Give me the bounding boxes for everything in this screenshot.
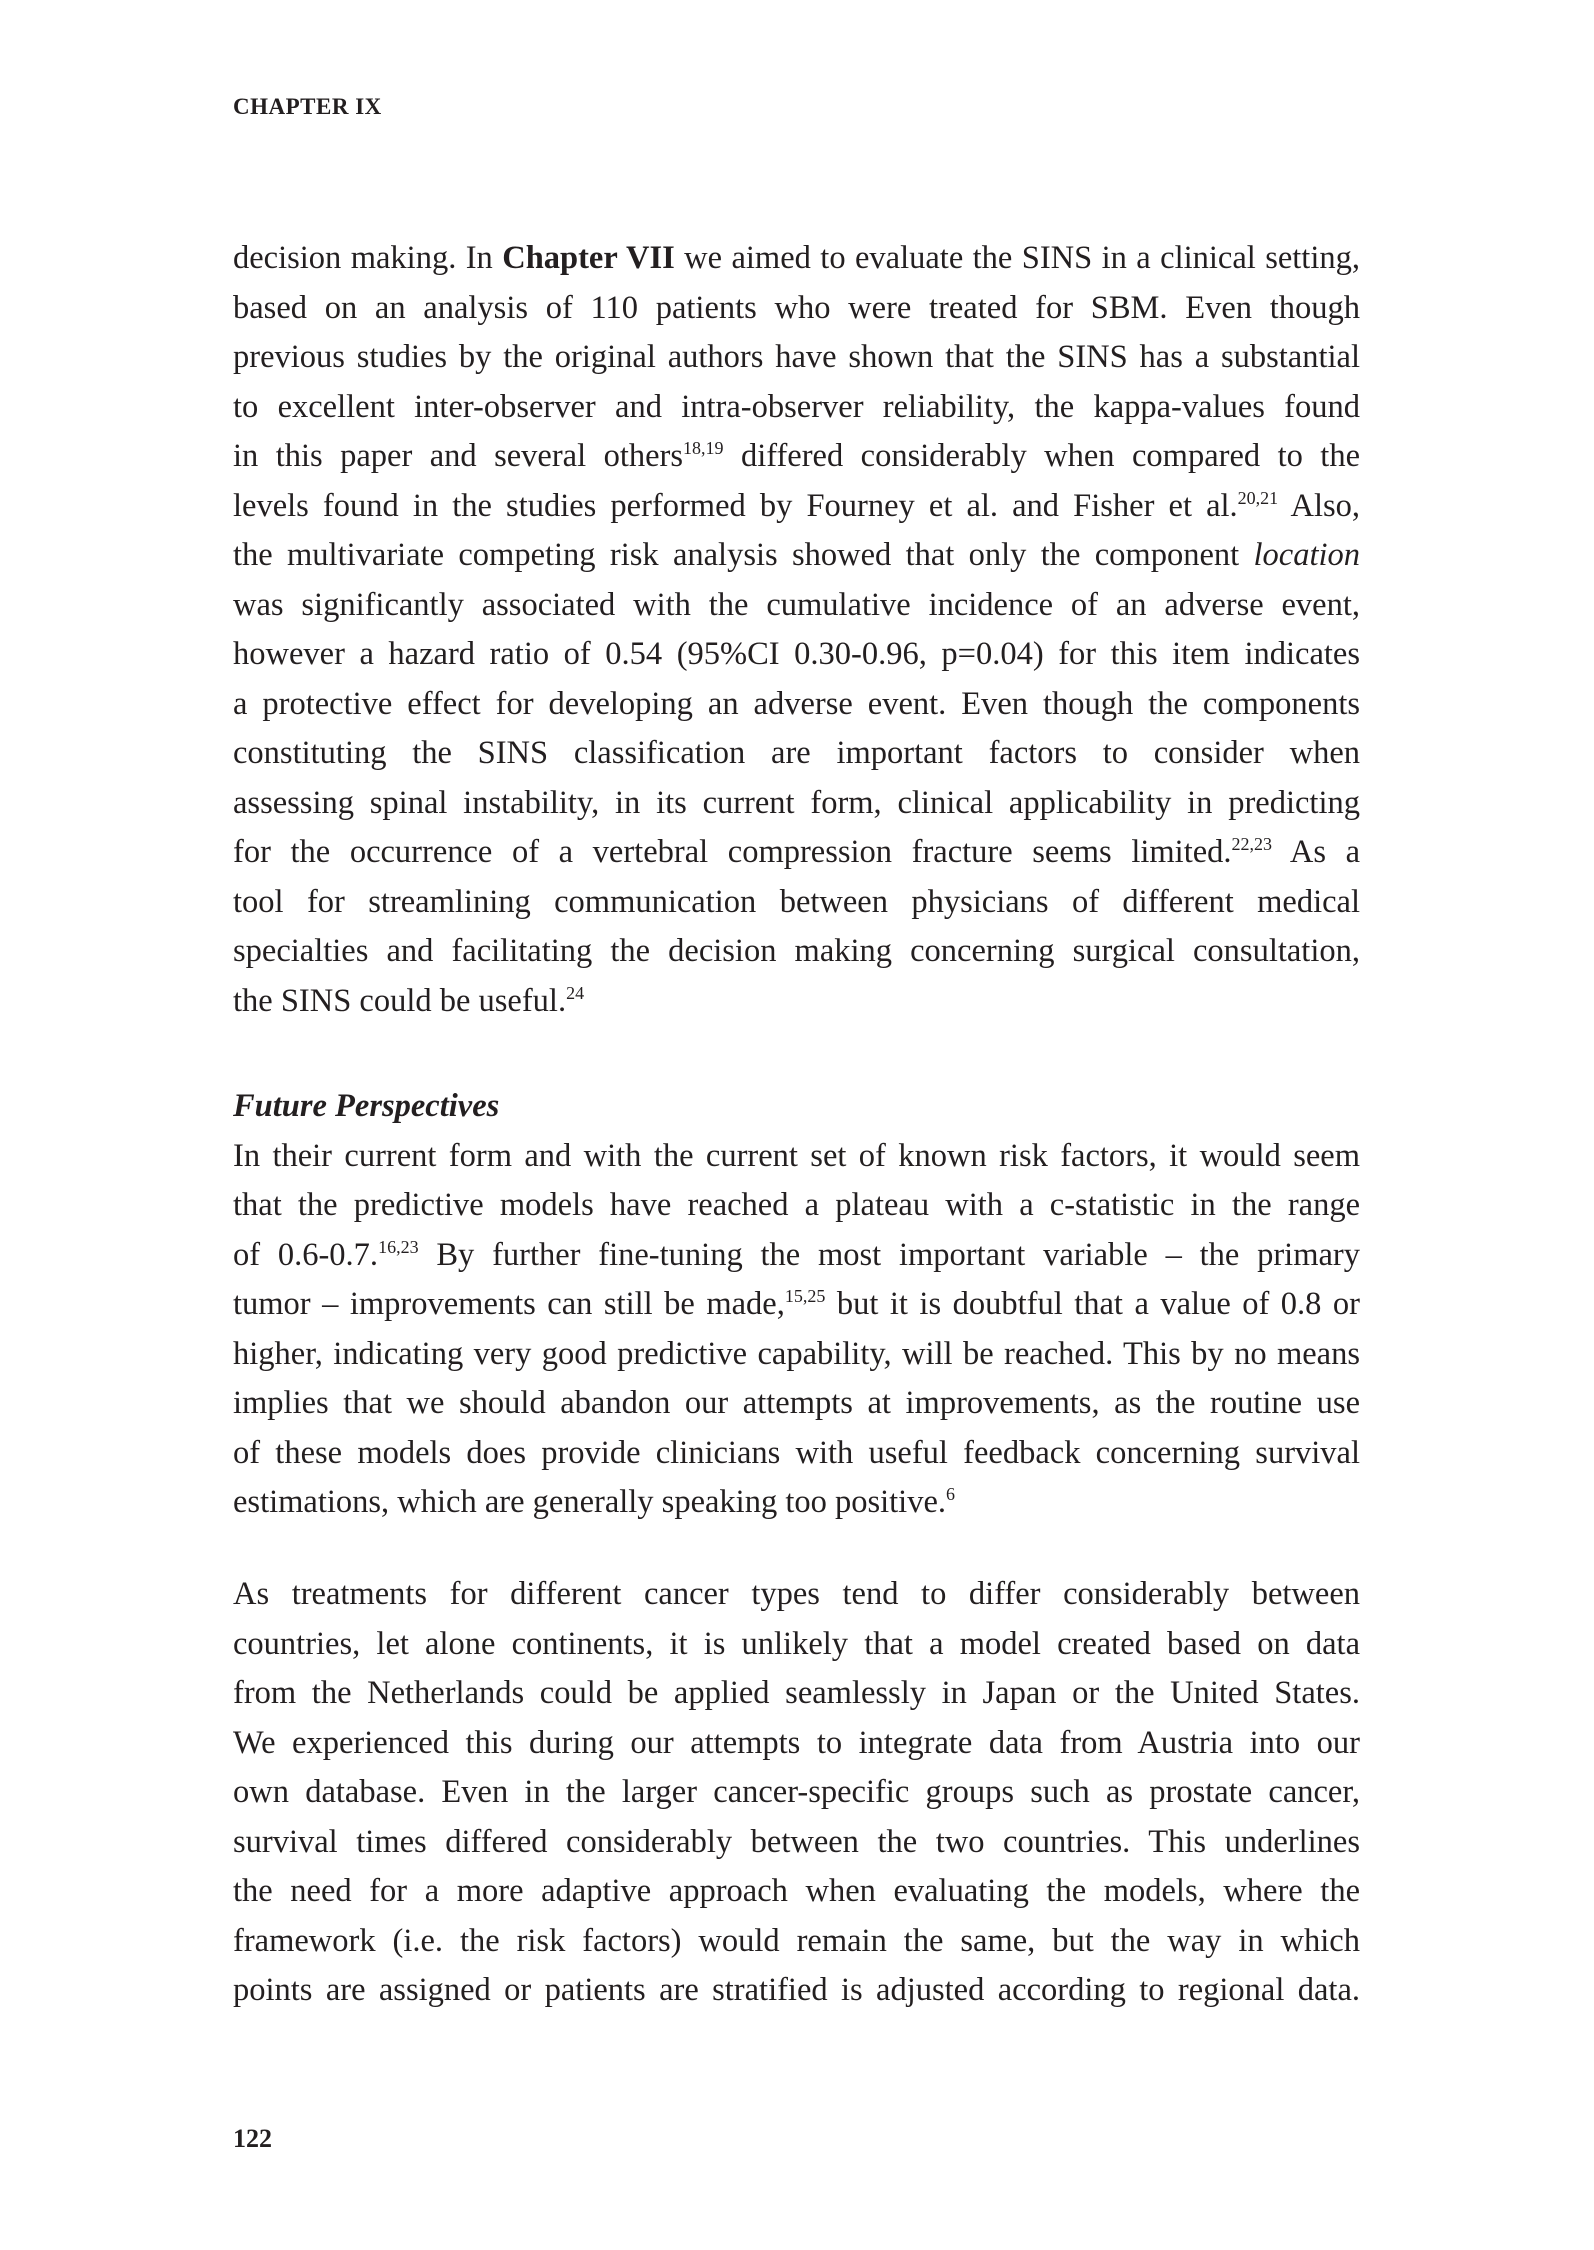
chapter-reference: Chapter VII — [502, 240, 675, 276]
text-line — [233, 531, 1360, 581]
citation-superscript: 15,25 — [784, 1286, 826, 1306]
text-line: however a hazard ratio of 0.54 (95%CI 0.30-0.96, p=0.04) for this item indicates — [233, 636, 1360, 672]
text-line — [233, 1231, 1360, 1281]
text-line: As treatments for different cancer types tend to differ considerably between — [233, 1576, 1360, 1612]
citation-superscript: 24 — [566, 982, 585, 1003]
text-run: differed considerably when compared to the — [723, 438, 1360, 474]
section-heading: Future Perspectives — [233, 1088, 500, 1124]
text-line — [233, 977, 1360, 1027]
text-line: was significantly associated with the cumulative incidence of an adverse event, — [233, 586, 1360, 623]
text-line: a protective effect for developing an adverse event. Even though the components — [233, 685, 1360, 722]
text-run: of 0.6-0.7. — [233, 1236, 379, 1273]
text-line: survival times differed considerably between the two countries. This underlines — [233, 1823, 1360, 1860]
text-run: levels found in the studies performed by Fourney et al. and Fisher et al. — [233, 487, 1238, 524]
text-run: the multivariate competing risk analysis showed that only the component — [233, 537, 1254, 573]
section-future-perspectives — [233, 1082, 1360, 1528]
text-line: We experienced this during our attempts to integrate data from Austria into our — [233, 1724, 1360, 1761]
text-line: based on an analysis of 110 patients who were treated for SBM. Even though — [233, 289, 1360, 326]
citation-superscript: 6 — [946, 1484, 956, 1504]
text-line: assessing spinal instability, in its current form, clinical applicability in predicting — [233, 784, 1360, 821]
text-line: own database. Even in the larger cancer-specific groups such as prostate cancer, — [233, 1774, 1360, 1810]
text-run: but it is doubtful that a value of 0.8 or — [825, 1286, 1360, 1322]
text-run: the SINS could be useful. — [233, 982, 567, 1019]
text-line — [233, 234, 1360, 284]
text-run: As a — [1272, 834, 1361, 870]
text-run: tumor – improvements can still be made, — [233, 1286, 785, 1322]
citation-superscript: 18,19 — [683, 438, 724, 458]
text-line — [233, 482, 1360, 532]
text-line: from the Netherlands could be applied seamlessly in Japan or the United States. — [233, 1675, 1360, 1711]
text-run: for the occurrence of a vertebral compression fracture seems limited. — [233, 834, 1232, 870]
text-line: countries, let alone continents, it is unlikely that a model created based on data — [233, 1625, 1360, 1662]
text-line — [233, 1280, 1360, 1330]
text-line — [233, 828, 1360, 878]
paragraph-sins-evaluation — [233, 234, 1360, 1026]
text-line — [233, 432, 1360, 482]
page-number: 122 — [233, 2124, 272, 2153]
text-run: in this paper and several others — [233, 438, 684, 474]
text-run: By further fine-tuning the most important variable – the primary — [418, 1236, 1360, 1273]
text-line: the need for a more adaptive approach when evaluating the models, where the — [233, 1873, 1360, 1909]
text-line: tool for streamlining communication between physicians of different medical — [233, 883, 1360, 920]
text-line: points are assigned or patients are stratified is adjusted according to regional data. — [233, 1972, 1360, 2008]
text-line: specialties and facilitating the decision making concerning surgical consultation, — [233, 933, 1360, 969]
citation-superscript: 20,21 — [1237, 487, 1279, 508]
text-line: framework (i.e. the risk factors) would remain the same, but the way in which — [233, 1922, 1360, 1959]
paragraph-regional-differences — [233, 1570, 1360, 2016]
text-run: decision making. In — [233, 240, 503, 276]
text-line: to excellent inter-observer and intra-observer reliability, the kappa-values found — [233, 388, 1360, 425]
text-line: that the predictive models have reached a plateau with a c-statistic in the range — [233, 1187, 1360, 1223]
text-line: previous studies by the original authors have shown that the SINS has a substantial — [233, 339, 1360, 375]
text-line — [233, 1478, 1360, 1528]
text-line: constituting the SINS classification are important factors to consider when — [233, 735, 1360, 771]
text-line: higher, indicating very good predictive capability, will be reached. This by no means — [233, 1335, 1360, 1372]
emphasis-term: location — [1253, 537, 1360, 573]
text-line: In their current form and with the current set of known risk factors, it would seem — [233, 1137, 1360, 1174]
citation-superscript: 16,23 — [378, 1236, 419, 1257]
text-run: we aimed to evaluate the SINS in a clinical setting, — [674, 240, 1360, 276]
text-run: Also, — [1278, 487, 1361, 524]
text-run: estimations, which are generally speaking too positive. — [233, 1484, 947, 1520]
running-head: CHAPTER IX — [233, 94, 382, 119]
citation-superscript: 22,23 — [1231, 834, 1273, 854]
text-line: of these models does provide clinicians with useful feedback concerning survival — [233, 1434, 1360, 1471]
text-line: implies that we should abandon our attempts at improvements, as the routine use — [233, 1385, 1360, 1421]
